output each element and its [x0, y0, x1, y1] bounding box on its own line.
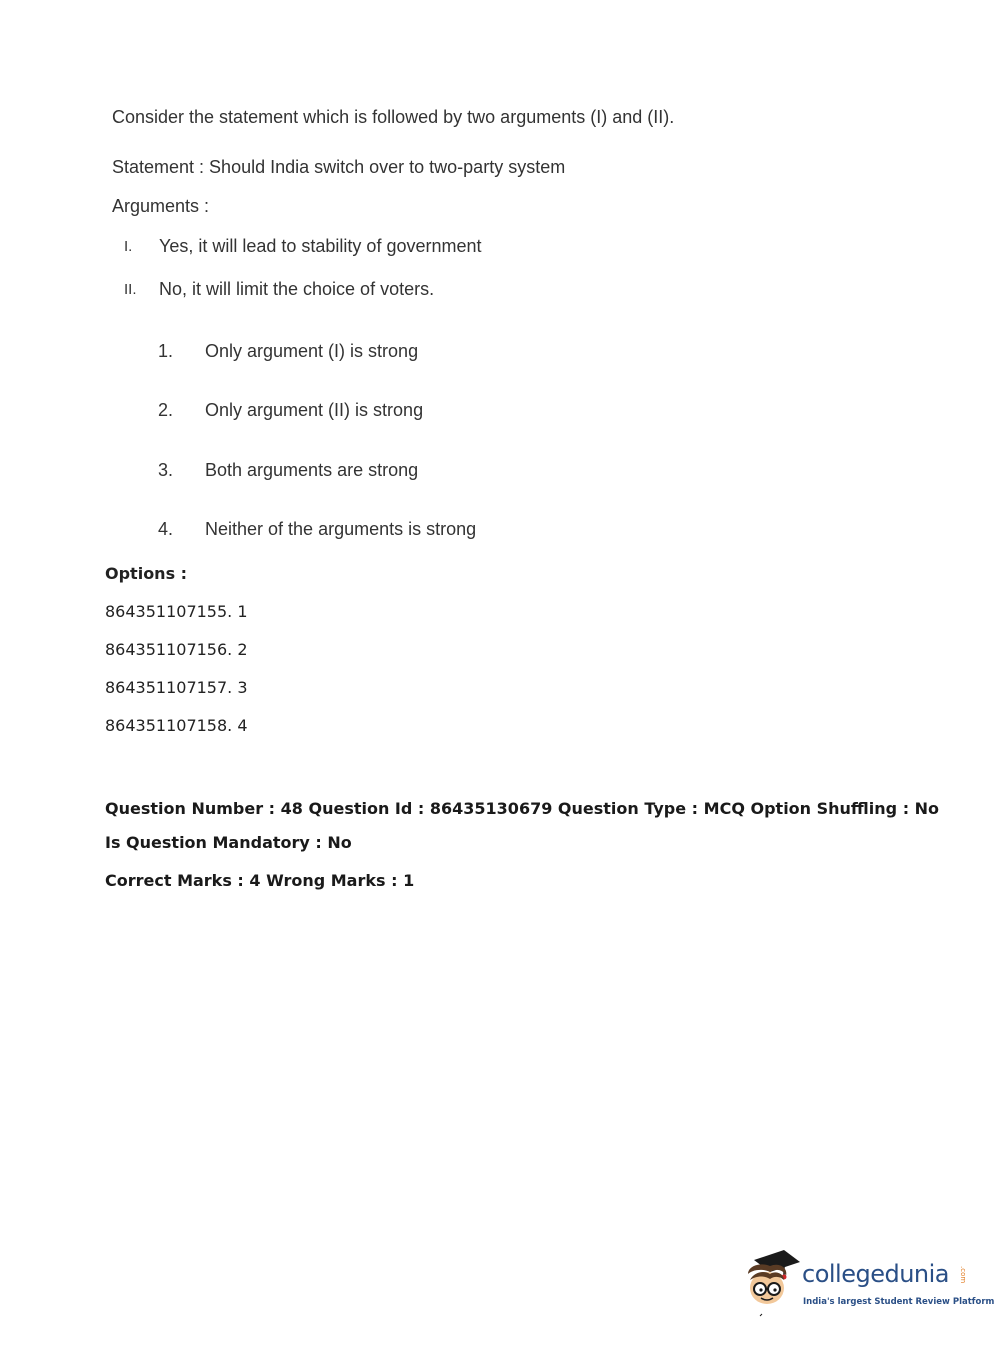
logo-wordmark: collegedunia [802, 1260, 950, 1288]
option-id: 864351107156. 2 [105, 640, 248, 659]
logo-tagline: India's largest Student Review Platform [803, 1297, 995, 1307]
choice-number: 4. [158, 519, 174, 539]
arguments-label: Arguments : [112, 196, 210, 216]
choice-text: Only argument (I) is strong [205, 341, 419, 361]
option-id: 864351107155. 1 [105, 602, 248, 621]
options-label: Options : [105, 564, 188, 583]
logo-domain-suffix: .com [959, 1266, 967, 1284]
argument-number: I. [124, 238, 133, 255]
question-meta-line: Question Number : 48 Question Id : 86435130679 Question Type : MCQ Option Shuffling : No [105, 799, 940, 818]
argument-text: No, it will limit the choice of voters. [159, 279, 435, 299]
choice-number: 1. [158, 341, 174, 361]
question-intro: Consider the statement which is followed by two arguments (I) and (II). [112, 107, 675, 127]
option-id: 864351107157. 3 [105, 678, 248, 697]
option-id: 864351107158. 4 [105, 716, 248, 735]
question-statement: Statement : Should India switch over to two-party system [112, 157, 566, 177]
choice-text: Only argument (II) is strong [205, 400, 424, 420]
argument-number: II. [124, 281, 137, 298]
choice-number: 3. [158, 460, 174, 480]
argument-text: Yes, it will lead to stability of government [159, 236, 482, 256]
choice-text: Both arguments are strong [205, 460, 419, 480]
choice-text: Neither of the arguments is strong [205, 519, 477, 539]
collegedunia-logo [740, 1246, 995, 1326]
mascot-icon [740, 1246, 802, 1318]
choice-number: 2. [158, 400, 174, 420]
question-marks-line: Correct Marks : 4 Wrong Marks : 1 [105, 871, 415, 890]
question-mandatory-line: Is Question Mandatory : No [105, 833, 352, 852]
